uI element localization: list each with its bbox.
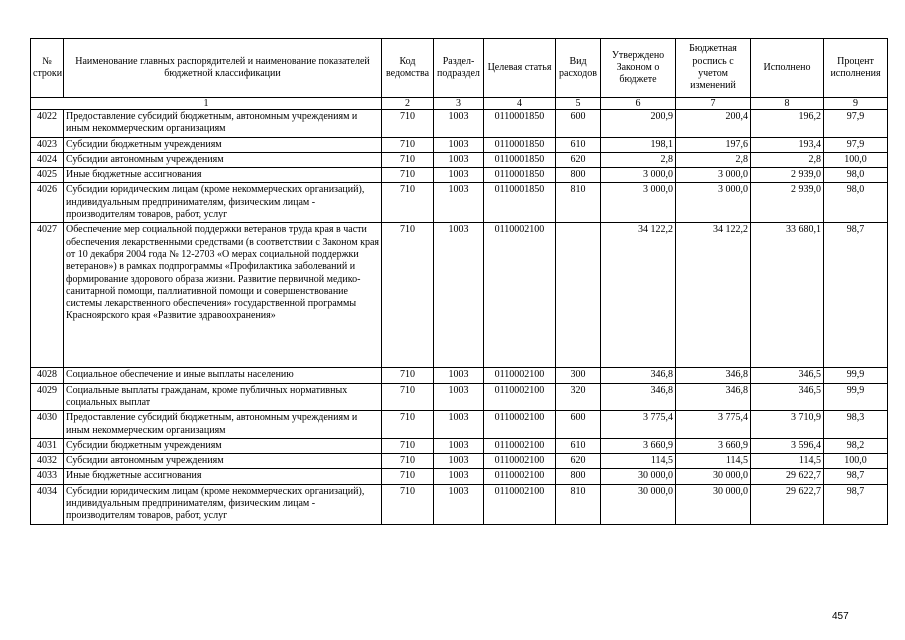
- department-code: 710: [382, 223, 434, 368]
- table-row: [31, 454, 888, 469]
- schedule-amount: 197,6: [676, 137, 751, 152]
- executed-amount: 193,4: [751, 137, 824, 152]
- row-name: Субсидии бюджетным учреждениям: [64, 137, 382, 152]
- row-name: Субсидии автономным учреждениям: [64, 454, 382, 469]
- row-number: 4022: [31, 110, 64, 138]
- expense-type: 800: [556, 469, 601, 484]
- department-code: 710: [382, 383, 434, 411]
- column-number: 8: [751, 98, 824, 110]
- table-row: [31, 168, 888, 183]
- schedule-amount: 34 122,2: [676, 223, 751, 368]
- table-row: [31, 223, 888, 368]
- section-code: 1003: [434, 368, 484, 383]
- schedule-amount: 200,4: [676, 110, 751, 138]
- section-code: 1003: [434, 110, 484, 138]
- row-number: 4033: [31, 469, 64, 484]
- expense-type: 610: [556, 137, 601, 152]
- department-code: 710: [382, 411, 434, 439]
- column-number: 7: [676, 98, 751, 110]
- executed-amount: 346,5: [751, 383, 824, 411]
- expense-type: 610: [556, 438, 601, 453]
- section-code: 1003: [434, 438, 484, 453]
- schedule-amount: 2,8: [676, 152, 751, 167]
- column-number: 9: [824, 98, 888, 110]
- executed-amount: 2 939,0: [751, 168, 824, 183]
- target-article: 0110002100: [484, 383, 556, 411]
- section-code: 1003: [434, 183, 484, 223]
- schedule-amount: 346,8: [676, 383, 751, 411]
- approved-amount: 346,8: [601, 383, 676, 411]
- executed-amount: 29 622,7: [751, 469, 824, 484]
- approved-amount: 3 660,9: [601, 438, 676, 453]
- table-header: [31, 39, 888, 110]
- approved-amount: 198,1: [601, 137, 676, 152]
- table-row: [31, 152, 888, 167]
- header-department-code: Код ведомства: [382, 39, 434, 98]
- row-number: 4032: [31, 454, 64, 469]
- row-name: Субсидии бюджетным учреждениям: [64, 438, 382, 453]
- table-body: [31, 110, 888, 525]
- column-number: 2: [382, 98, 434, 110]
- schedule-amount: 3 000,0: [676, 183, 751, 223]
- executed-amount: 196,2: [751, 110, 824, 138]
- approved-amount: 200,9: [601, 110, 676, 138]
- page-number: 457: [832, 611, 849, 622]
- execution-percent: 98,7: [824, 484, 888, 524]
- department-code: 710: [382, 484, 434, 524]
- column-number: 1: [31, 98, 382, 110]
- section-code: 1003: [434, 137, 484, 152]
- expense-type: 810: [556, 484, 601, 524]
- budget-table: [30, 38, 888, 525]
- header-percent: Процент исполнения: [824, 39, 888, 98]
- execution-percent: 100,0: [824, 152, 888, 167]
- header-target-article: Целевая статья: [484, 39, 556, 98]
- table-row: [31, 438, 888, 453]
- executed-amount: 114,5: [751, 454, 824, 469]
- target-article: 0110001850: [484, 110, 556, 138]
- table-row: [31, 137, 888, 152]
- row-number: 4023: [31, 137, 64, 152]
- schedule-amount: 114,5: [676, 454, 751, 469]
- section-code: 1003: [434, 484, 484, 524]
- schedule-amount: 346,8: [676, 368, 751, 383]
- row-number: 4031: [31, 438, 64, 453]
- execution-percent: 99,9: [824, 368, 888, 383]
- executed-amount: 3 710,9: [751, 411, 824, 439]
- schedule-amount: 30 000,0: [676, 469, 751, 484]
- section-code: 1003: [434, 152, 484, 167]
- table-row: [31, 383, 888, 411]
- approved-amount: 3 775,4: [601, 411, 676, 439]
- execution-percent: 97,9: [824, 137, 888, 152]
- column-number: 5: [556, 98, 601, 110]
- target-article: 0110002100: [484, 223, 556, 368]
- table-row: [31, 183, 888, 223]
- department-code: 710: [382, 469, 434, 484]
- row-number: 4026: [31, 183, 64, 223]
- approved-amount: 3 000,0: [601, 168, 676, 183]
- table-row: [31, 411, 888, 439]
- column-number: 6: [601, 98, 676, 110]
- target-article: 0110001850: [484, 137, 556, 152]
- row-number: 4030: [31, 411, 64, 439]
- header-expense-type: Вид расходов: [556, 39, 601, 98]
- header-row: [31, 39, 888, 98]
- executed-amount: 2,8: [751, 152, 824, 167]
- row-name: Иные бюджетные ассигнования: [64, 469, 382, 484]
- execution-percent: 98,3: [824, 411, 888, 439]
- executed-amount: 2 939,0: [751, 183, 824, 223]
- schedule-amount: 3 775,4: [676, 411, 751, 439]
- department-code: 710: [382, 168, 434, 183]
- execution-percent: 98,2: [824, 438, 888, 453]
- row-name: Предоставление субсидий бюджетным, автономным учреждениям и иным некоммерческим организациям: [64, 411, 382, 439]
- approved-amount: 30 000,0: [601, 484, 676, 524]
- executed-amount: 33 680,1: [751, 223, 824, 368]
- execution-percent: 97,9: [824, 110, 888, 138]
- target-article: 0110002100: [484, 454, 556, 469]
- row-name: Субсидии юридическим лицам (кроме некоммерческих организаций), индивидуальным предпринимателям, физическим лицам - производителям товаров, работ, услуг: [64, 484, 382, 524]
- expense-type: 620: [556, 454, 601, 469]
- executed-amount: 3 596,4: [751, 438, 824, 453]
- expense-type: 300: [556, 368, 601, 383]
- target-article: 0110002100: [484, 469, 556, 484]
- row-name: Субсидии автономным учреждениям: [64, 152, 382, 167]
- section-code: 1003: [434, 469, 484, 484]
- header-row-number: № строки: [31, 39, 64, 98]
- target-article: 0110002100: [484, 368, 556, 383]
- table-row: [31, 368, 888, 383]
- expense-type: 600: [556, 411, 601, 439]
- department-code: 710: [382, 137, 434, 152]
- section-code: 1003: [434, 223, 484, 368]
- schedule-amount: 3 660,9: [676, 438, 751, 453]
- header-name: Наименование главных распорядителей и наименование показателей бюджетной классификации: [64, 39, 382, 98]
- department-code: 710: [382, 454, 434, 469]
- row-number: 4029: [31, 383, 64, 411]
- header-approved: Утверждено Законом о бюджете: [601, 39, 676, 98]
- target-article: 0110001850: [484, 152, 556, 167]
- column-number: 4: [484, 98, 556, 110]
- header-executed: Исполнено: [751, 39, 824, 98]
- approved-amount: 3 000,0: [601, 183, 676, 223]
- target-article: 0110001850: [484, 168, 556, 183]
- row-number: 4027: [31, 223, 64, 368]
- approved-amount: 346,8: [601, 368, 676, 383]
- target-article: 0110002100: [484, 411, 556, 439]
- row-name: Субсидии юридическим лицам (кроме некоммерческих организаций), индивидуальным предпринимателям, физическим лицам - производителям товаров, работ, услуг: [64, 183, 382, 223]
- schedule-amount: 30 000,0: [676, 484, 751, 524]
- approved-amount: 30 000,0: [601, 469, 676, 484]
- header-budget-schedule: Бюджетная роспись с учетом изменений: [676, 39, 751, 98]
- department-code: 710: [382, 368, 434, 383]
- table-row: [31, 469, 888, 484]
- execution-percent: 99,9: [824, 383, 888, 411]
- target-article: 0110001850: [484, 183, 556, 223]
- row-number: 4024: [31, 152, 64, 167]
- expense-type: 810: [556, 183, 601, 223]
- row-number: 4028: [31, 368, 64, 383]
- department-code: 710: [382, 110, 434, 138]
- row-number: 4025: [31, 168, 64, 183]
- row-name: Предоставление субсидий бюджетным, автономным учреждениям и иным некоммерческим организациям: [64, 110, 382, 138]
- execution-percent: 98,7: [824, 469, 888, 484]
- expense-type: 800: [556, 168, 601, 183]
- header-section: Раздел-подраздел: [434, 39, 484, 98]
- target-article: 0110002100: [484, 484, 556, 524]
- department-code: 710: [382, 438, 434, 453]
- approved-amount: 2,8: [601, 152, 676, 167]
- section-code: 1003: [434, 168, 484, 183]
- section-code: 1003: [434, 411, 484, 439]
- expense-type: 620: [556, 152, 601, 167]
- schedule-amount: 3 000,0: [676, 168, 751, 183]
- column-numbers-row: [31, 98, 888, 110]
- department-code: 710: [382, 152, 434, 167]
- execution-percent: 100,0: [824, 454, 888, 469]
- row-number: 4034: [31, 484, 64, 524]
- section-code: 1003: [434, 454, 484, 469]
- expense-type: 320: [556, 383, 601, 411]
- target-article: 0110002100: [484, 438, 556, 453]
- execution-percent: 98,7: [824, 223, 888, 368]
- column-number: 3: [434, 98, 484, 110]
- row-name: Социальные выплаты гражданам, кроме публичных нормативных социальных выплат: [64, 383, 382, 411]
- executed-amount: 29 622,7: [751, 484, 824, 524]
- table-row: [31, 110, 888, 138]
- expense-type: [556, 223, 601, 368]
- row-name: Социальное обеспечение и иные выплаты населению: [64, 368, 382, 383]
- execution-percent: 98,0: [824, 183, 888, 223]
- approved-amount: 114,5: [601, 454, 676, 469]
- executed-amount: 346,5: [751, 368, 824, 383]
- row-name: Иные бюджетные ассигнования: [64, 168, 382, 183]
- expense-type: 600: [556, 110, 601, 138]
- section-code: 1003: [434, 383, 484, 411]
- row-name: Обеспечение мер социальной поддержки ветеранов труда края в части обеспечения лекарственными средствами (в соответствии с Законом края от 10 декабря 2004 года № 12-2703 «О мерах социальной поддержки ветеранов») в рамках подпрограммы «Профилактика заболеваний и формирование здорового образа жизни. Развитие первичной медико-санитарной помощи, паллиативной помощи и совершенствование системы лекарственного обеспечения» государственной программы Красноярского края «Развитие здравоохранения»: [64, 223, 382, 368]
- table-row: [31, 484, 888, 524]
- execution-percent: 98,0: [824, 168, 888, 183]
- approved-amount: 34 122,2: [601, 223, 676, 368]
- department-code: 710: [382, 183, 434, 223]
